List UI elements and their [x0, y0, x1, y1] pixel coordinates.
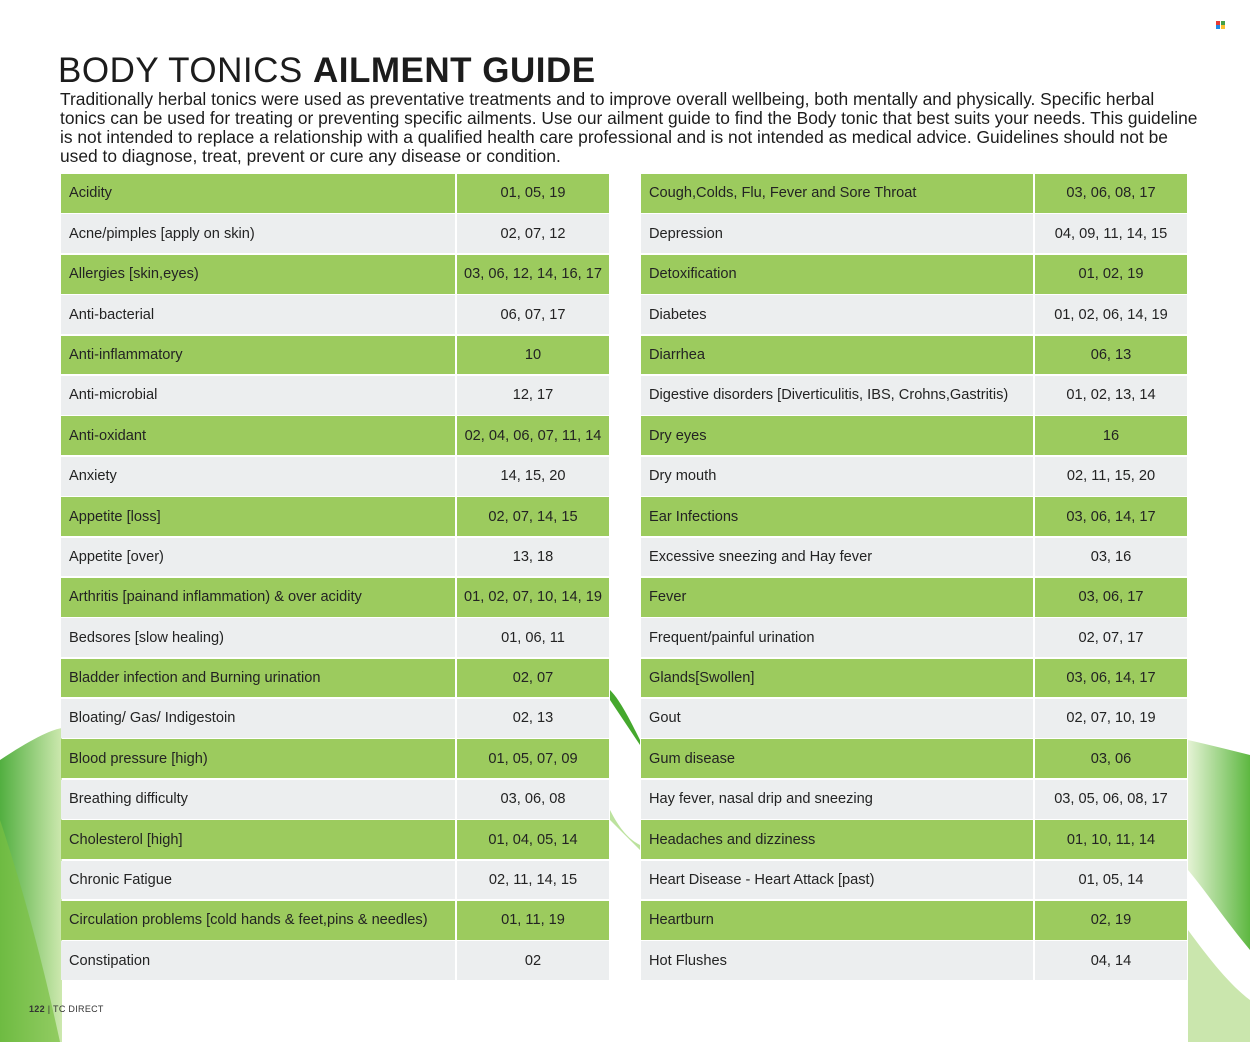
ailment-name: Headaches and dizziness	[641, 820, 1033, 859]
table-row	[61, 659, 609, 699]
ailment-name: Blood pressure [high)	[61, 739, 455, 778]
page-number: 122	[29, 1004, 45, 1014]
ailment-name: Anxiety	[61, 457, 455, 496]
table-row	[641, 578, 1187, 618]
table-row	[641, 538, 1187, 578]
table-row	[641, 497, 1187, 537]
table-row	[641, 780, 1187, 820]
tonic-codes: 02, 07, 12	[457, 214, 609, 253]
tonic-codes: 03, 05, 06, 08, 17	[1035, 780, 1187, 819]
tonic-codes: 02, 07, 17	[1035, 618, 1187, 657]
tonic-codes: 02, 04, 06, 07, 11, 14	[457, 416, 609, 455]
tonic-codes: 03, 06, 08	[457, 780, 609, 819]
tonic-codes: 01, 05, 19	[457, 174, 609, 213]
ailment-name: Chronic Fatigue	[61, 861, 455, 900]
intro-paragraph: Traditionally herbal tonics were used as preventative treatments and to improve overall wellbeing, both mentally and physically. Specific herbal tonics can be used for treating or preventing specific ailments. Use our ailment guide to find the Body tonic that best suits your needs. This guideline is not intended to replace a relationship with a qualified health care professional and is not intended as medical advice. Guidelines should not be used to diagnose, treat, prevent or cure any disease or condition.	[60, 89, 1198, 166]
tonic-codes: 02, 19	[1035, 901, 1187, 940]
ailment-name: Anti-inflammatory	[61, 336, 455, 375]
ailment-name: Heart Disease - Heart Attack [past)	[641, 861, 1033, 900]
ailment-name: Appetite [over)	[61, 538, 455, 577]
table-row	[61, 618, 609, 658]
tonic-codes: 01, 06, 11	[457, 618, 609, 657]
tonic-codes: 01, 02, 19	[1035, 255, 1187, 294]
table-row	[61, 376, 609, 416]
ailment-name: Fever	[641, 578, 1033, 617]
table-row	[61, 416, 609, 456]
ailment-name: Anti-oxidant	[61, 416, 455, 455]
table-row	[641, 255, 1187, 295]
ailment-name: Depression	[641, 214, 1033, 253]
brand-logo-icon	[1216, 21, 1226, 28]
ailment-name: Dry eyes	[641, 416, 1033, 455]
ailment-name: Hot Flushes	[641, 941, 1033, 980]
tonic-codes: 01, 02, 13, 14	[1035, 376, 1187, 415]
tonic-codes: 02, 07	[457, 659, 609, 698]
ailment-name: Ear Infections	[641, 497, 1033, 536]
tonic-codes: 01, 05, 14	[1035, 861, 1187, 900]
page-footer	[29, 1004, 104, 1014]
tonic-codes: 01, 05, 07, 09	[457, 739, 609, 778]
ailment-table-right	[641, 174, 1187, 982]
tonic-codes: 02, 07, 10, 19	[1035, 699, 1187, 738]
ailment-name: Glands[Swollen]	[641, 659, 1033, 698]
ailment-name: Allergies [skin,eyes)	[61, 255, 455, 294]
table-row	[641, 336, 1187, 376]
table-row	[641, 174, 1187, 214]
ailment-name: Detoxification	[641, 255, 1033, 294]
table-row	[641, 416, 1187, 456]
table-row	[61, 699, 609, 739]
ailment-name: Anti-bacterial	[61, 295, 455, 334]
ailment-name: Circulation problems [cold hands & feet,pins & needles)	[61, 901, 455, 940]
ailment-name: Breathing difficulty	[61, 780, 455, 819]
page-title	[58, 50, 596, 92]
table-row	[61, 457, 609, 497]
table-row	[61, 739, 609, 779]
tonic-codes: 03, 06, 14, 17	[1035, 497, 1187, 536]
tonic-codes: 01, 10, 11, 14	[1035, 820, 1187, 859]
tonic-codes: 03, 06, 14, 17	[1035, 659, 1187, 698]
ailment-name: Bladder infection and Burning urination	[61, 659, 455, 698]
ailment-name: Diarrhea	[641, 336, 1033, 375]
tonic-codes: 02, 13	[457, 699, 609, 738]
table-row	[641, 739, 1187, 779]
table-row	[61, 578, 609, 618]
ailment-name: Acidity	[61, 174, 455, 213]
ailment-name: Heartburn	[641, 901, 1033, 940]
footer-separator: |	[47, 1004, 51, 1014]
ailment-name: Acne/pimples [apply on skin)	[61, 214, 455, 253]
table-row	[61, 538, 609, 578]
footer-label: TC DIRECT	[53, 1004, 104, 1014]
ailment-name: Frequent/painful urination	[641, 618, 1033, 657]
ailment-name: Anti-microbial	[61, 376, 455, 415]
title-light: BODY TONICS	[58, 51, 303, 90]
tonic-codes: 01, 04, 05, 14	[457, 820, 609, 859]
table-row	[61, 941, 609, 981]
table-row	[61, 336, 609, 376]
table-row	[61, 295, 609, 335]
ailment-name: Appetite [loss]	[61, 497, 455, 536]
table-row	[641, 295, 1187, 335]
ailment-name: Cough,Colds, Flu, Fever and Sore Throat	[641, 174, 1033, 213]
ailment-name: Cholesterol [high]	[61, 820, 455, 859]
ailment-name: Diabetes	[641, 295, 1033, 334]
tonic-codes: 12, 17	[457, 376, 609, 415]
table-row	[641, 457, 1187, 497]
tonic-codes: 06, 13	[1035, 336, 1187, 375]
table-row	[641, 699, 1187, 739]
tonic-codes: 02, 11, 15, 20	[1035, 457, 1187, 496]
tonic-codes: 01, 02, 07, 10, 14, 19	[457, 578, 609, 617]
table-row	[641, 618, 1187, 658]
table-row	[61, 174, 609, 214]
table-row	[61, 820, 609, 860]
ailment-name: Dry mouth	[641, 457, 1033, 496]
tonic-codes: 01, 02, 06, 14, 19	[1035, 295, 1187, 334]
ailment-name: Bedsores [slow healing)	[61, 618, 455, 657]
table-row	[641, 214, 1187, 254]
ailment-name: Arthritis [painand inflammation) & over acidity	[61, 578, 455, 617]
tonic-codes: 03, 06, 08, 17	[1035, 174, 1187, 213]
tonic-codes: 01, 11, 19	[457, 901, 609, 940]
table-row	[641, 861, 1187, 901]
tonic-codes: 06, 07, 17	[457, 295, 609, 334]
ailment-name: Hay fever, nasal drip and sneezing	[641, 780, 1033, 819]
ailment-name: Bloating/ Gas/ Indigestoin	[61, 699, 455, 738]
ailment-name: Digestive disorders [Diverticulitis, IBS, Crohns,Gastritis)	[641, 376, 1033, 415]
tonic-codes: 02	[457, 941, 609, 980]
ailment-table-left	[61, 174, 609, 982]
tonic-codes: 03, 06, 17	[1035, 578, 1187, 617]
table-row	[641, 820, 1187, 860]
tonic-codes: 03, 06	[1035, 739, 1187, 778]
ailment-name: Gum disease	[641, 739, 1033, 778]
tonic-codes: 04, 09, 11, 14, 15	[1035, 214, 1187, 253]
ailment-name: Excessive sneezing and Hay fever	[641, 538, 1033, 577]
table-row	[61, 861, 609, 901]
tonic-codes: 02, 07, 14, 15	[457, 497, 609, 536]
tonic-codes: 02, 11, 14, 15	[457, 861, 609, 900]
table-row	[641, 901, 1187, 941]
ailment-name: Gout	[641, 699, 1033, 738]
tonic-codes: 03, 16	[1035, 538, 1187, 577]
table-row	[61, 255, 609, 295]
tonic-codes: 04, 14	[1035, 941, 1187, 980]
table-row	[641, 376, 1187, 416]
tonic-codes: 16	[1035, 416, 1187, 455]
tonic-codes: 10	[457, 336, 609, 375]
tonic-codes: 03, 06, 12, 14, 16, 17	[457, 255, 609, 294]
table-row	[61, 901, 609, 941]
tonic-codes: 14, 15, 20	[457, 457, 609, 496]
table-row	[61, 780, 609, 820]
tonic-codes: 13, 18	[457, 538, 609, 577]
title-bold: AILMENT GUIDE	[312, 51, 596, 90]
table-row	[61, 497, 609, 537]
table-row	[641, 659, 1187, 699]
table-row	[61, 214, 609, 254]
ailment-name: Constipation	[61, 941, 455, 980]
table-row	[641, 941, 1187, 981]
